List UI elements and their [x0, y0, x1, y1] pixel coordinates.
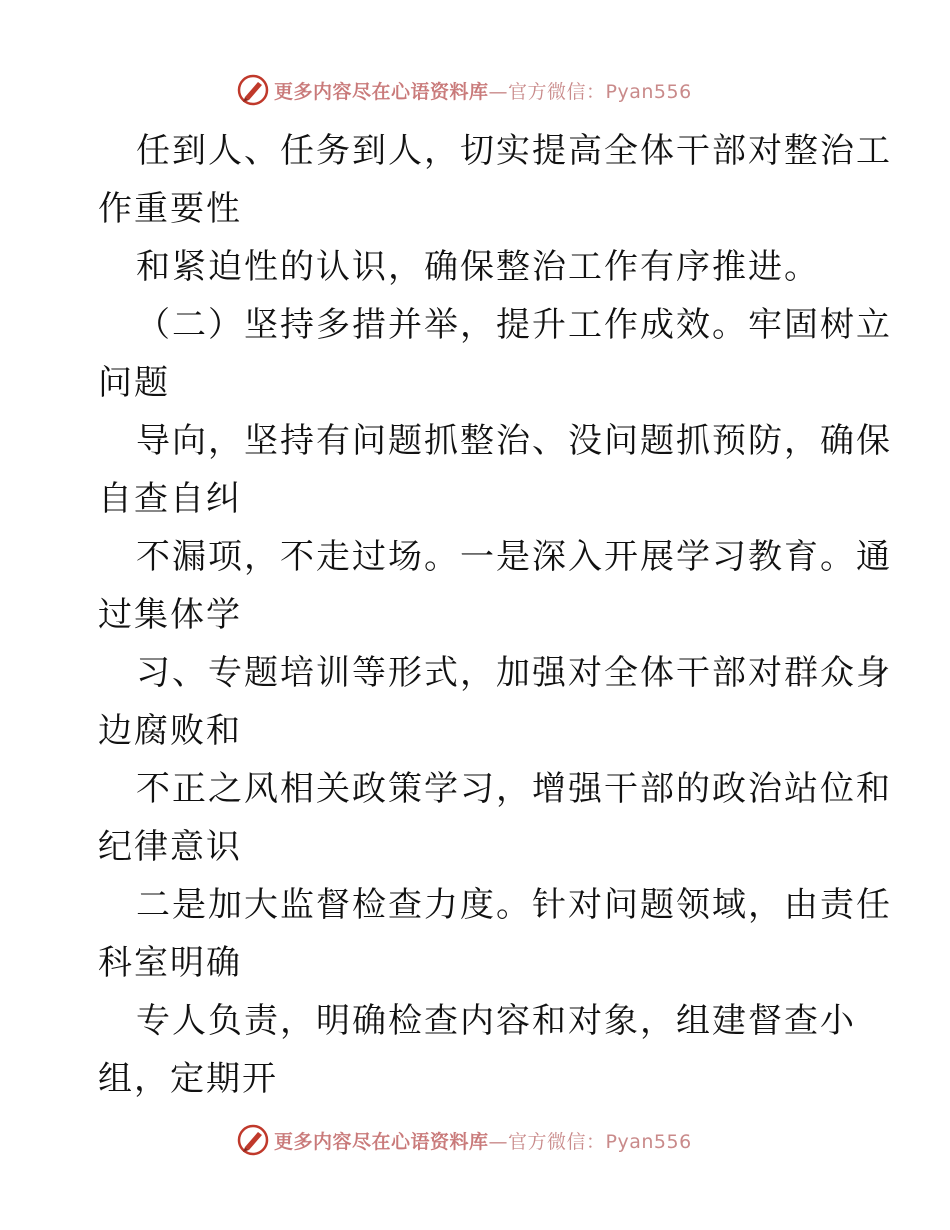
text-line: 任到人、任务到人，切实提高全体干部对整治工 [136, 131, 892, 171]
text-line: 二是加大监督检查力度。针对问题领域，由责任 [136, 885, 892, 925]
text-line: 自查自纠 [98, 479, 242, 519]
text-line: 导向，坚持有问题抓整治、没问题抓预防，确保 [136, 421, 892, 461]
document-body [98, 122, 892, 1108]
text-line: 组，定期开 [98, 1059, 278, 1099]
watermark-brand: 更多内容尽在心语资料库 [274, 80, 489, 103]
text-line: 科室明确 [98, 943, 242, 983]
text-line: 纪律意识 [98, 827, 242, 867]
watermark-brand: 更多内容尽在心语资料库 [274, 1130, 489, 1153]
text-line: 作重要性 [98, 189, 242, 229]
watermark-text [274, 1127, 692, 1154]
text-line: 专人负责，明确检查内容和对象，组建督查小 [136, 1001, 856, 1041]
header-watermark [236, 72, 692, 108]
pen-logo-icon [236, 1123, 270, 1157]
text-line: 和紧迫性的认识，确保整治工作有序推进。 [136, 247, 820, 287]
text-line: 不正之风相关政策学习，增强干部的政治站位和 [136, 769, 892, 809]
text-line: 问题 [98, 363, 170, 403]
text-line: 习、专题培训等形式，加强对全体干部对群众身 [136, 653, 892, 693]
watermark-contact: —官方微信：Pyan556 [488, 80, 692, 103]
text-line: 边腐败和 [98, 711, 242, 751]
footer-watermark [236, 1122, 692, 1158]
text-line: （二）坚持多措并举，提升工作成效。牢固树立 [136, 305, 892, 345]
text-line: 不漏项，不走过场。一是深入开展学习教育。通 [136, 537, 892, 577]
pen-logo-icon [236, 73, 270, 107]
text-line: 过集体学 [98, 595, 242, 635]
watermark-text [274, 77, 692, 104]
watermark-contact: —官方微信：Pyan556 [488, 1130, 692, 1153]
